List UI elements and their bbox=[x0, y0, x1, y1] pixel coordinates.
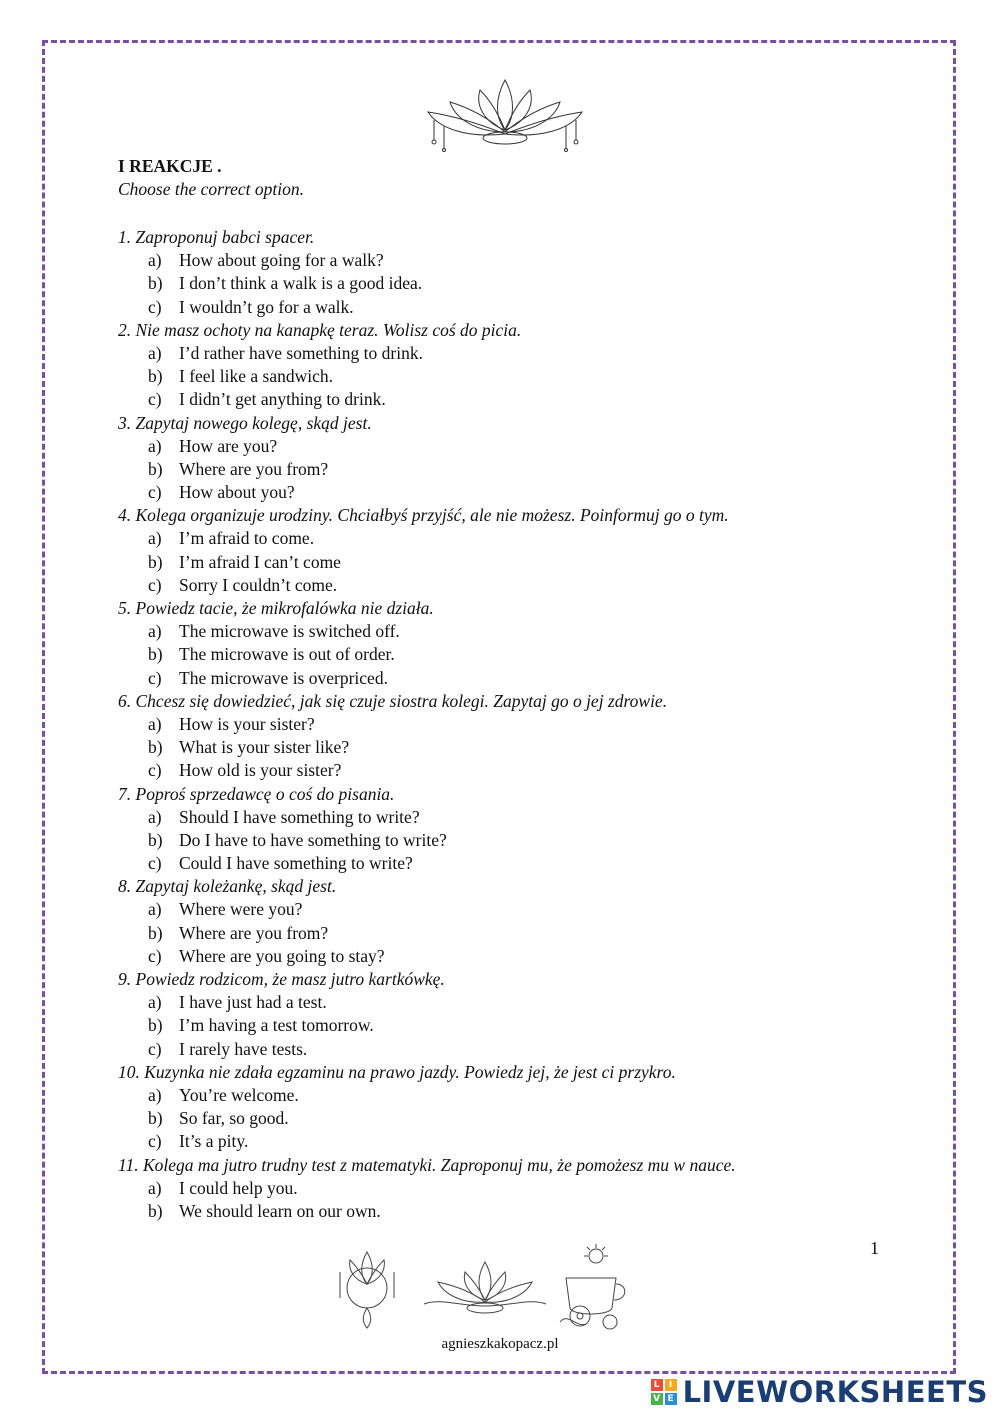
liveworksheets-blocks-icon bbox=[651, 1379, 677, 1405]
option-text: It’s a pity. bbox=[179, 1131, 249, 1152]
option-letter: b) bbox=[148, 737, 163, 758]
option-text: The microwave is switched off. bbox=[179, 621, 400, 642]
option-text: You’re welcome. bbox=[179, 1084, 299, 1105]
option-letter: c) bbox=[148, 1131, 162, 1152]
answer-option[interactable] bbox=[118, 643, 918, 666]
option-letter: b) bbox=[148, 644, 163, 665]
option-text: I’m afraid to come. bbox=[179, 528, 315, 549]
option-letter: a) bbox=[148, 1177, 162, 1198]
answer-option[interactable] bbox=[118, 1107, 918, 1130]
answer-option[interactable] bbox=[118, 1014, 918, 1037]
answer-option[interactable] bbox=[118, 1038, 918, 1061]
option-text: The microwave is overpriced. bbox=[179, 667, 388, 688]
answer-option[interactable] bbox=[118, 296, 918, 319]
answer-option[interactable] bbox=[118, 922, 918, 945]
option-letter: a) bbox=[148, 435, 162, 456]
answer-option[interactable] bbox=[118, 365, 918, 388]
question-prompt: 2. Nie masz ochoty na kanapkę teraz. Wolisz coś do picia. bbox=[118, 319, 522, 340]
answer-option[interactable] bbox=[118, 527, 918, 550]
option-text: How about you? bbox=[179, 482, 295, 503]
option-text: I have just had a test. bbox=[179, 992, 327, 1013]
option-letter: a) bbox=[148, 806, 162, 827]
option-letter: c) bbox=[148, 296, 162, 317]
answer-option[interactable] bbox=[118, 1200, 918, 1223]
option-text: I don’t think a walk is a good idea. bbox=[179, 273, 423, 294]
option-text: Sorry I couldn’t come. bbox=[179, 574, 338, 595]
answer-option[interactable] bbox=[118, 388, 918, 411]
option-text: Do I have to have something to write? bbox=[179, 829, 447, 850]
option-text: Where are you from? bbox=[179, 922, 329, 943]
logo-block: I bbox=[665, 1379, 677, 1391]
answer-option[interactable] bbox=[118, 852, 918, 875]
option-letter: c) bbox=[148, 574, 162, 595]
option-text: How is your sister? bbox=[179, 713, 315, 734]
option-text: Where were you? bbox=[179, 899, 303, 920]
answer-option[interactable] bbox=[118, 574, 918, 597]
answer-option[interactable] bbox=[118, 945, 918, 968]
answer-option[interactable] bbox=[118, 898, 918, 921]
option-text: Where are you going to stay? bbox=[179, 945, 385, 966]
question-prompt: 9. Powiedz rodzicom, że masz jutro kartkówkę. bbox=[118, 969, 445, 989]
option-text: So far, so good. bbox=[179, 1108, 289, 1129]
option-text: The microwave is out of order. bbox=[179, 644, 395, 665]
option-text: I rarely have tests. bbox=[179, 1038, 308, 1059]
option-letter: a) bbox=[148, 1084, 162, 1105]
option-letter: a) bbox=[148, 713, 162, 734]
answer-option[interactable] bbox=[118, 272, 918, 295]
question-prompt: 7. Poproś sprzedawcę o coś do pisania. bbox=[118, 783, 395, 804]
answer-option[interactable] bbox=[118, 829, 918, 852]
option-letter: b) bbox=[148, 1108, 163, 1129]
answer-option[interactable] bbox=[118, 1177, 918, 1200]
option-letter: a) bbox=[148, 342, 162, 363]
question-prompt: 11. Kolega ma jutro trudny test z matematyki. Zaproponuj mu, że pomożesz mu w nauce. bbox=[118, 1154, 736, 1175]
question-list bbox=[118, 226, 918, 1223]
answer-option[interactable] bbox=[118, 342, 918, 365]
question-prompt: 4. Kolega organizuje urodziny. Chciałbyś przyjść, ale nie możesz. Poinformuj go o tym. bbox=[118, 505, 729, 526]
option-letter: a) bbox=[148, 621, 162, 642]
lotus-flower-icon bbox=[420, 1242, 550, 1332]
option-letter: b) bbox=[148, 922, 163, 943]
answer-option[interactable] bbox=[118, 667, 918, 690]
option-letter: b) bbox=[148, 551, 163, 572]
option-letter: b) bbox=[148, 366, 163, 387]
option-letter: c) bbox=[148, 853, 162, 874]
question-prompt: 8. Zapytaj koleżankę, skąd jest. bbox=[118, 876, 337, 897]
option-text: Should I have something to write? bbox=[179, 806, 420, 827]
lotus-ornament-icon bbox=[420, 68, 590, 152]
option-letter: b) bbox=[148, 458, 163, 479]
option-letter: c) bbox=[148, 389, 162, 410]
page-number: 1 bbox=[870, 1238, 879, 1258]
option-text: I’d rather have something to drink. bbox=[179, 342, 423, 363]
option-text: How about going for a walk? bbox=[179, 250, 384, 271]
answer-option[interactable] bbox=[118, 620, 918, 643]
website-footer: agnieszkakopacz.pl bbox=[441, 1336, 559, 1352]
option-letter: b) bbox=[148, 1200, 163, 1221]
option-letter: c) bbox=[148, 1038, 162, 1059]
answer-option[interactable] bbox=[118, 435, 918, 458]
option-text: How old is your sister? bbox=[179, 760, 342, 781]
logo-block: L bbox=[651, 1379, 663, 1391]
option-letter: b) bbox=[148, 829, 163, 850]
option-text: What is your sister like? bbox=[179, 737, 350, 758]
answer-option[interactable] bbox=[118, 991, 918, 1014]
answer-option[interactable] bbox=[118, 806, 918, 829]
option-text: I’m afraid I can’t come bbox=[179, 551, 341, 572]
answer-option[interactable] bbox=[118, 759, 918, 782]
option-letter: c) bbox=[148, 667, 162, 688]
section-heading: I REAKCJE . bbox=[118, 156, 222, 176]
option-text: Where are you from? bbox=[179, 458, 329, 479]
logo-block: V bbox=[651, 1393, 663, 1405]
option-letter: c) bbox=[148, 482, 162, 503]
logo-block: E bbox=[665, 1393, 677, 1405]
question-prompt: 6. Chcesz się dowiedzieć, jak się czuje siostra kolegi. Zapytaj go o jej zdrowie. bbox=[118, 690, 668, 711]
answer-option[interactable] bbox=[118, 736, 918, 759]
option-letter: b) bbox=[148, 1015, 163, 1036]
answer-option[interactable] bbox=[118, 1084, 918, 1107]
option-letter: a) bbox=[148, 899, 162, 920]
option-text: I didn’t get anything to drink. bbox=[179, 389, 386, 410]
instruction-text: Choose the correct option. bbox=[118, 179, 304, 199]
question-prompt: 5. Powiedz tacie, że mikrofalówka nie działa. bbox=[118, 598, 434, 618]
answer-option[interactable] bbox=[118, 458, 918, 481]
liveworksheets-logo[interactable] bbox=[651, 1375, 988, 1409]
answer-option[interactable] bbox=[118, 551, 918, 574]
option-text: I’m having a test tomorrow. bbox=[179, 1015, 374, 1036]
option-text: How are you? bbox=[179, 435, 278, 456]
question-prompt: 3. Zapytaj nowego kolegę, skąd jest. bbox=[118, 412, 372, 433]
option-text: Could I have something to write? bbox=[179, 853, 413, 874]
option-letter: b) bbox=[148, 273, 163, 294]
answer-option[interactable] bbox=[118, 1130, 918, 1153]
option-text: I could help you. bbox=[179, 1177, 298, 1198]
option-letter: a) bbox=[148, 250, 162, 271]
question-prompt: 1. Zaproponuj babci spacer. bbox=[118, 227, 315, 247]
question-prompt: 10. Kuzynka nie zdała egzaminu na prawo jazdy. Powiedz jej, że jest ci przykro. bbox=[118, 1061, 676, 1082]
answer-option[interactable] bbox=[118, 713, 918, 736]
option-letter: a) bbox=[148, 992, 162, 1013]
option-text: I feel like a sandwich. bbox=[179, 366, 334, 387]
answer-option[interactable] bbox=[118, 249, 918, 272]
option-text: I wouldn’t go for a walk. bbox=[179, 296, 354, 317]
option-text: We should learn on our own. bbox=[179, 1200, 381, 1221]
teacup-flowers-icon bbox=[556, 1242, 636, 1332]
option-letter: c) bbox=[148, 760, 162, 781]
answer-option[interactable] bbox=[118, 481, 918, 504]
option-letter: c) bbox=[148, 945, 162, 966]
lotus-pendant-icon bbox=[332, 1242, 402, 1332]
option-letter: a) bbox=[148, 528, 162, 549]
liveworksheets-wordmark: LIVEWORKSHEETS bbox=[682, 1375, 988, 1409]
